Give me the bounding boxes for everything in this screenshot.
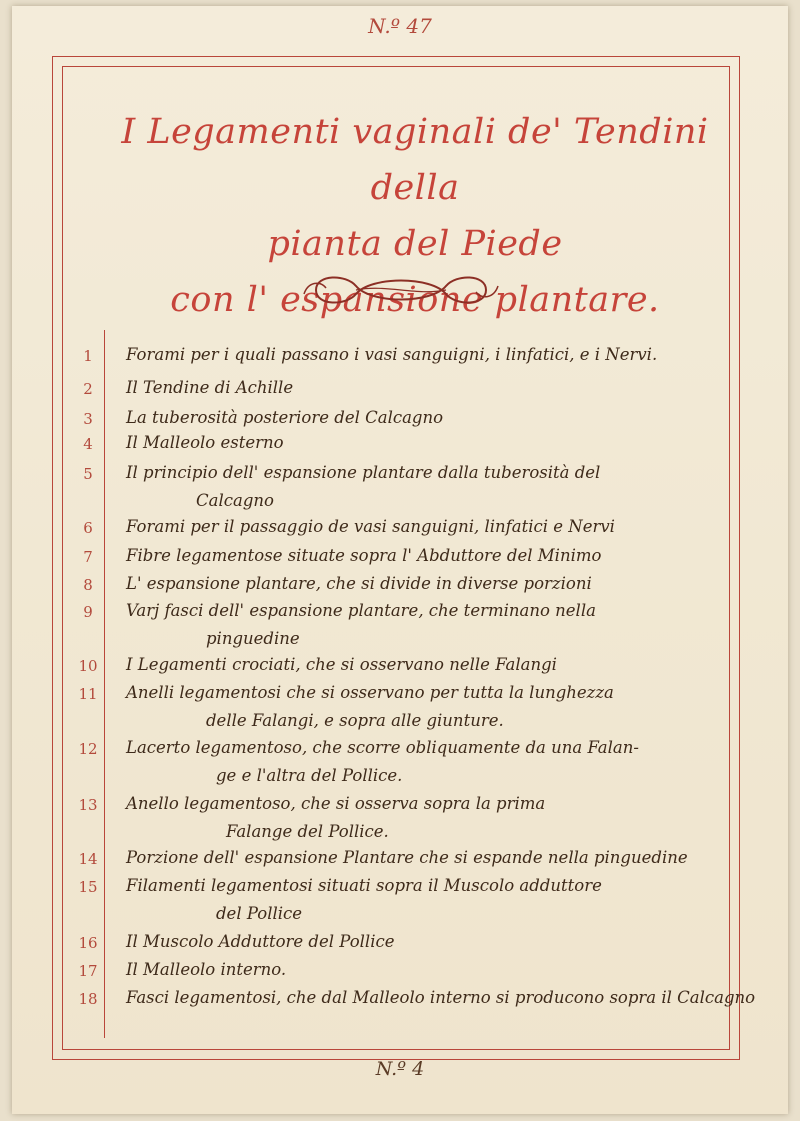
item-number: 13 (78, 796, 98, 814)
item-text (126, 872, 716, 928)
item-text-continuation: pinguedine (206, 629, 300, 648)
item-text: Forami per i quali passano i vasi sanguigni, i linfatici, e i Nervi. (126, 345, 658, 364)
item-number: 12 (78, 740, 98, 758)
item-text: Forami per il passaggio de vasi sanguigni, linfatici e Nervi (126, 517, 615, 536)
item-number: 6 (83, 519, 93, 537)
item-text-line: Lacerto legamentoso, che scorre obliquamente da una Falan- (126, 738, 639, 757)
item-number: 17 (78, 962, 98, 980)
item-number: 1 (83, 347, 93, 365)
item-text: Fibre legamentose situate sopra l' Abduttore del Minimo (126, 546, 602, 565)
item-text-continuation: delle Falangi, e sopra alle giunture. (206, 711, 504, 730)
item-text (126, 597, 716, 653)
item-text-line: Anello legamentoso, che si osserva sopra la prima (126, 794, 546, 813)
item-text: Porzione dell' espansione Plantare che si espande nella pinguedine (126, 848, 688, 867)
item-text: L' espansione plantare, che si divide in diverse porzioni (126, 574, 592, 593)
item-text: Fasci legamentosi, che dal Malleolo interno si producono sopra il Calcagno (126, 988, 756, 1007)
item-number: 8 (83, 576, 93, 594)
item-text (126, 734, 716, 790)
item-number: 11 (78, 685, 98, 703)
item-number: 5 (83, 465, 93, 483)
item-number: 18 (78, 990, 98, 1008)
item-number: 16 (78, 934, 98, 952)
item-text: La tuberosità posteriore del Calcagno (126, 408, 444, 427)
item-text-line: Anelli legamentosi che si osservano per tutta la lunghezza (126, 683, 614, 702)
sheet-number-bottom: N.º 4 (375, 1058, 425, 1080)
item-text: Il Tendine di Achille (126, 378, 294, 397)
item-text: Il Malleolo esterno (126, 433, 284, 452)
item-text-continuation: Calcagno (196, 491, 274, 510)
title-line-1: I Legamenti vaginali de' Tendini della (121, 112, 709, 208)
item-number: 4 (83, 435, 93, 453)
item-text-continuation: ge e l'altra del Pollice. (216, 766, 403, 785)
item-text: Il Malleolo interno. (126, 960, 287, 979)
item-text (126, 679, 716, 735)
item-text: Il Muscolo Adduttore del Pollice (126, 932, 395, 951)
item-number: 7 (83, 548, 93, 566)
title-line-2: pianta del Piede (267, 224, 563, 264)
item-number: 14 (78, 850, 98, 868)
item-number: 3 (83, 410, 93, 428)
item-number: 9 (83, 603, 93, 621)
item-text-line: Varj fasci dell' espansione plantare, che terminano nella (126, 601, 596, 620)
sheet-number-top: N.º 47 (368, 14, 432, 38)
item-text-continuation: Falange del Pollice. (226, 822, 389, 841)
item-number: 10 (78, 657, 98, 675)
item-text (126, 459, 716, 515)
item-text: I Legamenti crociati, che si osservano nelle Falangi (126, 655, 557, 674)
item-text-line: Il principio dell' espansione plantare dalla tuberosità del (126, 463, 601, 482)
item-text (126, 790, 716, 846)
title-line-3: con l' espansione plantare. (170, 280, 660, 320)
item-number: 2 (83, 380, 93, 398)
item-number: 15 (78, 878, 98, 896)
item-text-continuation: del Pollice (216, 904, 303, 923)
item-text-line: Filamenti legamentosi situati sopra il Muscolo adduttore (126, 876, 602, 895)
